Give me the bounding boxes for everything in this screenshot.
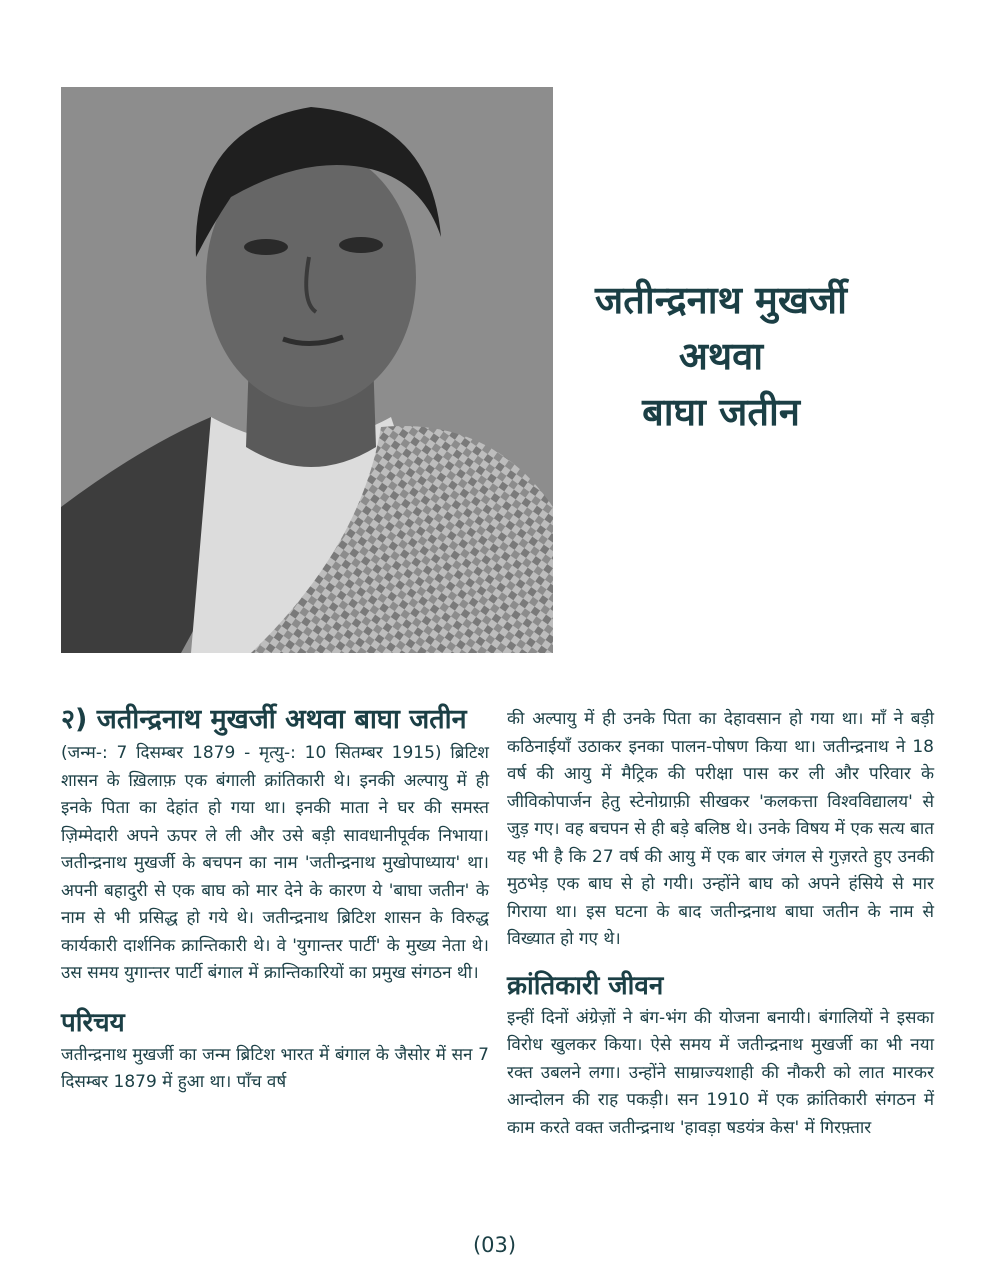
title-line-3: बाघा जतीन (642, 390, 800, 434)
intro-paragraph: (जन्म-: 7 दिसम्बर 1879 - मृत्यु-: 10 सितम्बर 1915) ब्रिटिश शासन के ख़िलाफ़ एक बंगाली क्रांतिकारी थे। इनकी अल्पायु में ही इनके पिता का देहांत हो गया था। इनकी माता ने घर की समस्त ज़िम्मेदारी अपने ऊपर ले ली और उसे बड़ी सावधानीपूर्वक निभाया। जतीन्द्रनाथ मुखर्जी के बचपन का नाम 'जतीन्द्रनाथ मुखोपाध्याय' था। अपनी बहादुरी से एक बाघ को मार देने के कारण ये 'बाघा जतीन' के नाम से भी प्रसिद्ध हो गये थे। जतीन्द्रनाथ ब्रिटिश शासन के विरुद्ध कार्यकारी दार्शनिक क्रान्तिकारी थे। वे 'युगान्तर पार्टी' के मुख्य नेता थे। उस समय युगान्तर पार्टी बंगाल में क्रान्तिकारियों का प्रमुख संगठन थी। (61, 743, 489, 983)
page-title (556, 272, 886, 440)
right-column (507, 706, 934, 1142)
left-column (61, 700, 489, 1097)
title-line-2: अथवा (678, 334, 764, 378)
portrait-illustration (61, 87, 553, 653)
portrait-photo (61, 87, 553, 653)
introduction-paragraph: जतीन्द्रनाथ मुखर्जी का जन्म ब्रिटिश भारत में बंगाल के जैसोर में सन 7 दिसम्बर 1879 में हुआ था। पाँच वर्ष (61, 1044, 489, 1092)
page-number: (03) (472, 1233, 517, 1257)
section-heading-introduction: परिचय (61, 1007, 125, 1038)
article-heading: २) जतीन्द्रनाथ मुखर्जी अथवा बाघा जतीन (61, 704, 467, 735)
revolutionary-life-paragraph: इन्हीं दिनों अंग्रेज़ों ने बंग-भंग की योजना बनायी। बंगालियों ने इसका विरोध खुलकर किया। ऐसे समय में जतीन्द्रनाथ मुखर्जी का भी नया रक्त उबलने लगा। उन्होंने साम्राज्यशाही की नौकरी को लात मारकर आन्दोलन की राह पकड़ी। सन 1910 में एक क्रांतिकारी संगठन में काम करते वक्त जतीन्द्रनाथ 'हावड़ा षडयंत्र केस' में गिरफ़्तार (507, 1007, 934, 1138)
title-line-1: जतीन्द्रनाथ मुखर्जी (595, 278, 847, 322)
section-heading-revolutionary-life: क्रांतिकारी जीवन (507, 970, 664, 1001)
introduction-continued-paragraph: की अल्पायु में ही उनके पिता का देहावसान हो गया था। माँ ने बड़ी कठिनाईयाँ उठाकर इनका पालन-पोषण किया था। जतीन्द्रनाथ ने 18 वर्ष की आयु में मैट्रिक की परीक्षा पास कर ली और परिवार के जीविकोपार्जन हेतु स्टेनोग्राफ़ी सीखकर 'कलकत्ता विश्वविद्यालय' से जुड़ गए। वह बचपन से ही बड़े बलिष्ठ थे। उनके विषय में एक सत्य बात यह भी है कि 27 वर्ष की आयु में एक बार जंगल से गुज़रते हुए उनकी मुठभेड़ एक बाघ से हो गयी। उन्होंने बाघ को अपने हंसिये से मार गिराया था। इस घटना के बाद जतीन्द्रनाथ बाघा जतीन के नाम से विख्यात हो गए थे। (507, 709, 934, 949)
